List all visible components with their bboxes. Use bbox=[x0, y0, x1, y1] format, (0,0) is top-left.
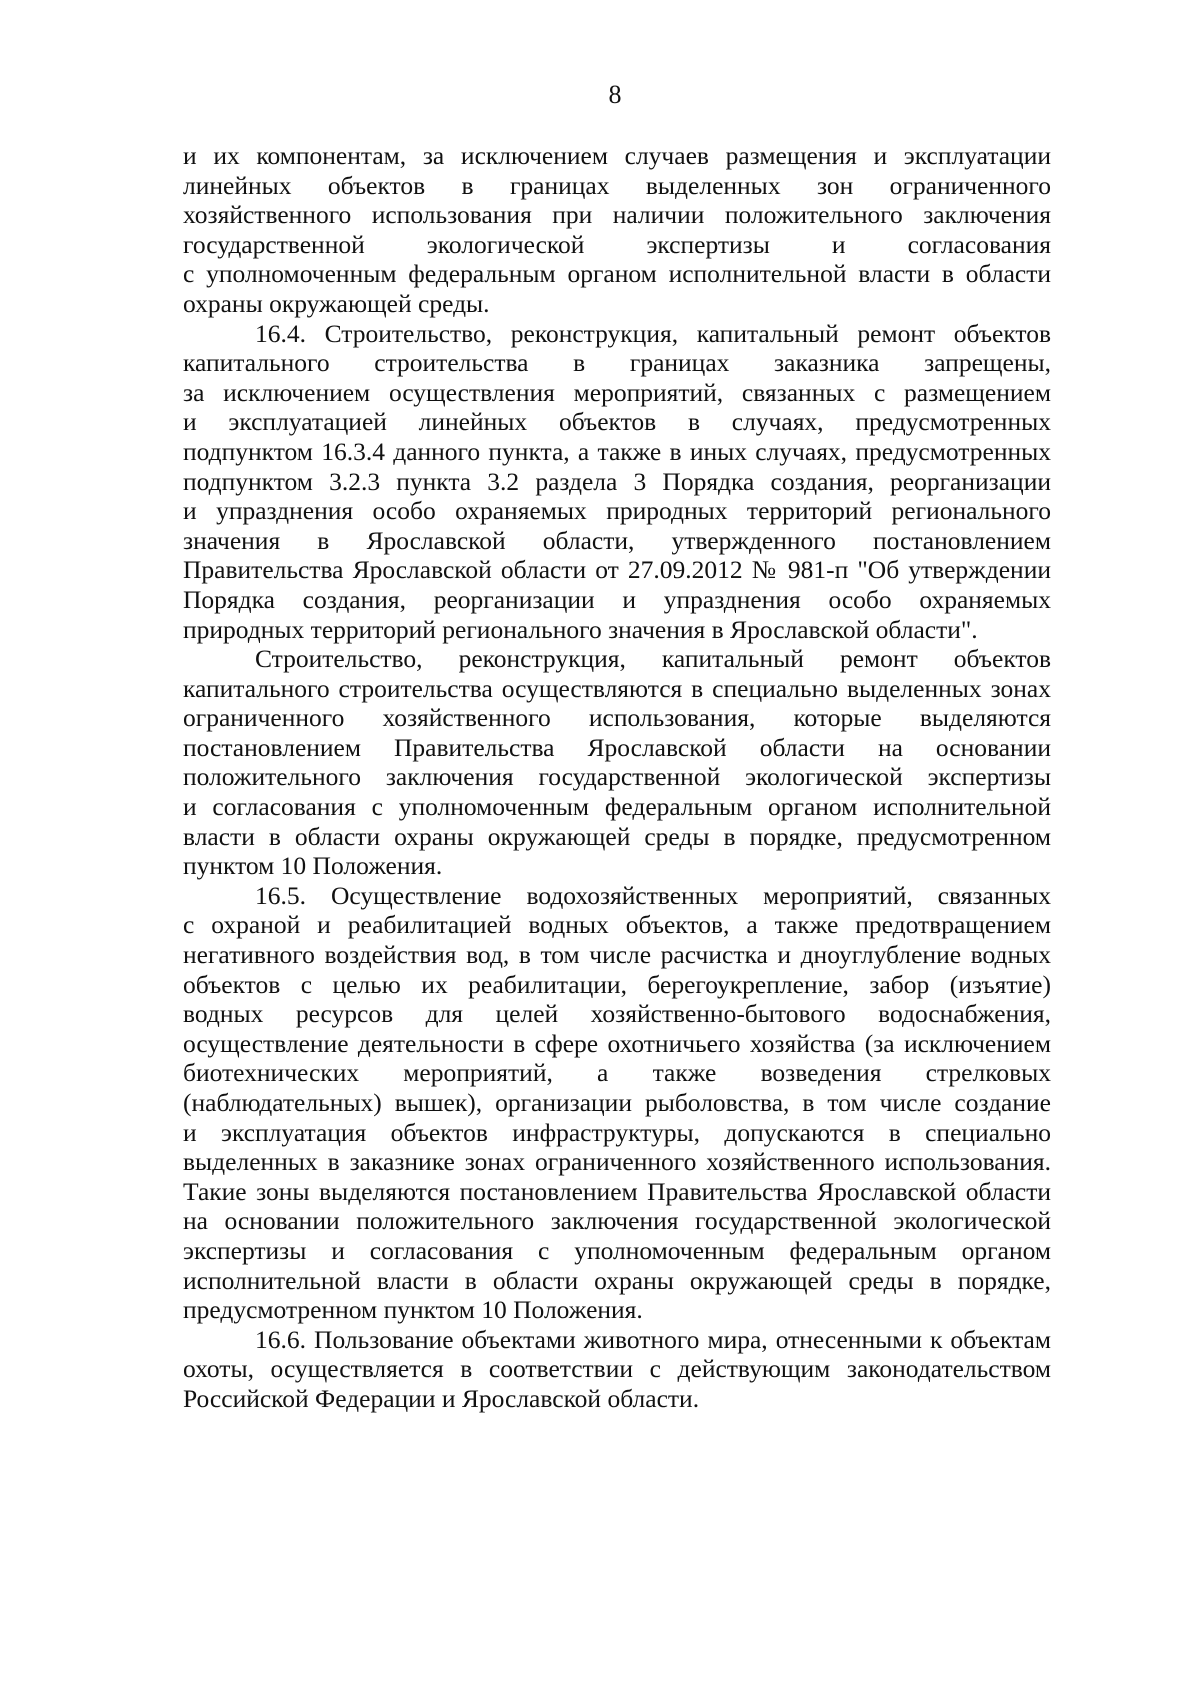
text-line: водных ресурсов для целей хозяйственно-бытового водоснабжения, bbox=[183, 999, 1051, 1029]
text-line: охоты, осуществляется в соответствии с действующим законодательством bbox=[183, 1354, 1051, 1384]
text-line: и их компонентам, за исключением случаев размещения и эксплуатации bbox=[183, 141, 1051, 170]
text-line: объектов с целью их реабилитации, берегоукрепление, забор (изъятие) bbox=[183, 969, 1051, 999]
text-line: капитального строительства в границах заказника запрещены, bbox=[183, 348, 1051, 378]
text-line: Такие зоны выделяются постановлением Правительства Ярославской области bbox=[183, 1176, 1051, 1206]
text-line: Порядка создания, реорганизации и упразднения особо охраняемых bbox=[183, 584, 1051, 614]
text-line: подпунктом 3.2.3 пункта 3.2 раздела 3 Порядка создания, реорганизации bbox=[183, 466, 1051, 496]
text-line: 16.5. Осуществление водохозяйственных мероприятий, связанных bbox=[255, 880, 1051, 910]
paragraph bbox=[183, 319, 1051, 645]
text-line: подпунктом 16.3.4 данного пункта, а также в иных случаях, предусмотренных bbox=[183, 436, 1051, 466]
text-line: биотехнических мероприятий, а также возведения стрелковых bbox=[183, 1058, 1051, 1088]
text-line: положительного заключения государственной экологической экспертизы bbox=[183, 762, 1051, 792]
text-line: с охраной и реабилитацией водных объектов, а также предотвращением bbox=[183, 910, 1051, 940]
text-line: исполнительной власти в области охраны окружающей среды в порядке, bbox=[183, 1265, 1051, 1295]
page-number: 8 bbox=[608, 80, 622, 109]
text-line: и эксплуатация объектов инфраструктуры, допускаются в специально bbox=[183, 1117, 1051, 1147]
paragraph bbox=[183, 1325, 1051, 1414]
text-line: осуществление деятельности в сфере охотничьего хозяйства (за исключением bbox=[183, 1028, 1051, 1058]
text-line: Строительство, реконструкция, капитальный ремонт объектов bbox=[255, 644, 1051, 674]
document-body bbox=[183, 141, 1051, 1414]
text-line: (наблюдательных) вышек), организации рыболовства, в том числе создание bbox=[183, 1088, 1051, 1117]
text-line: значения в Ярославской области, утвержденного постановлением bbox=[183, 525, 1051, 555]
text-line: негативного воздействия вод, в том числе расчистка и дноуглубление водных bbox=[183, 940, 1051, 970]
text-line: ограниченного хозяйственного использования, которые выделяются bbox=[183, 703, 1051, 733]
text-line: пунктом 10 Положения. bbox=[183, 851, 443, 881]
text-line: природных территорий регионального значения в Ярославской области". bbox=[183, 614, 978, 644]
text-line: и эксплуатацией линейных объектов в случаях, предусмотренных bbox=[183, 407, 1051, 437]
text-line: хозяйственного использования при наличии положительного заключения bbox=[183, 200, 1051, 230]
text-line: экспертизы и согласования с уполномоченным федеральным органом bbox=[183, 1235, 1051, 1265]
text-line: 16.6. Пользование объектами животного мира, отнесенными к объектам bbox=[255, 1324, 1051, 1354]
text-line: охраны окружающей среды. bbox=[183, 288, 490, 318]
paragraph bbox=[183, 881, 1051, 1325]
text-line: линейных объектов в границах выделенных зон ограниченного bbox=[183, 170, 1051, 200]
text-line: и упразднения особо охраняемых природных территорий регионального bbox=[183, 496, 1051, 526]
paragraph bbox=[183, 644, 1051, 881]
text-line: капитального строительства осуществляются в специально выделенных зонах bbox=[183, 673, 1051, 703]
text-line: Правительства Ярославской области от 27.09.2012 № 981-п "Об утверждении bbox=[183, 555, 1051, 585]
text-line: выделенных в заказнике зонах ограниченного хозяйственного использования. bbox=[183, 1147, 1051, 1177]
text-line: с уполномоченным федеральным органом исполнительной власти в области bbox=[183, 259, 1051, 289]
text-line: за исключением осуществления мероприятий, связанных с размещением bbox=[183, 377, 1051, 407]
text-line: власти в области охраны окружающей среды в порядке, предусмотренном bbox=[183, 821, 1051, 851]
text-line: государственной экологической экспертизы и согласования bbox=[183, 229, 1051, 259]
text-line: предусмотренном пунктом 10 Положения. bbox=[183, 1295, 643, 1325]
text-line: 16.4. Строительство, реконструкция, капитальный ремонт объектов bbox=[255, 318, 1051, 348]
text-line: Российской Федерации и Ярославской области. bbox=[183, 1383, 700, 1413]
paragraph bbox=[183, 141, 1051, 319]
text-line: постановлением Правительства Ярославской области на основании bbox=[183, 732, 1051, 762]
text-line: на основании положительного заключения государственной экологической bbox=[183, 1206, 1051, 1236]
text-line: и согласования с уполномоченным федеральным органом исполнительной bbox=[183, 792, 1051, 822]
